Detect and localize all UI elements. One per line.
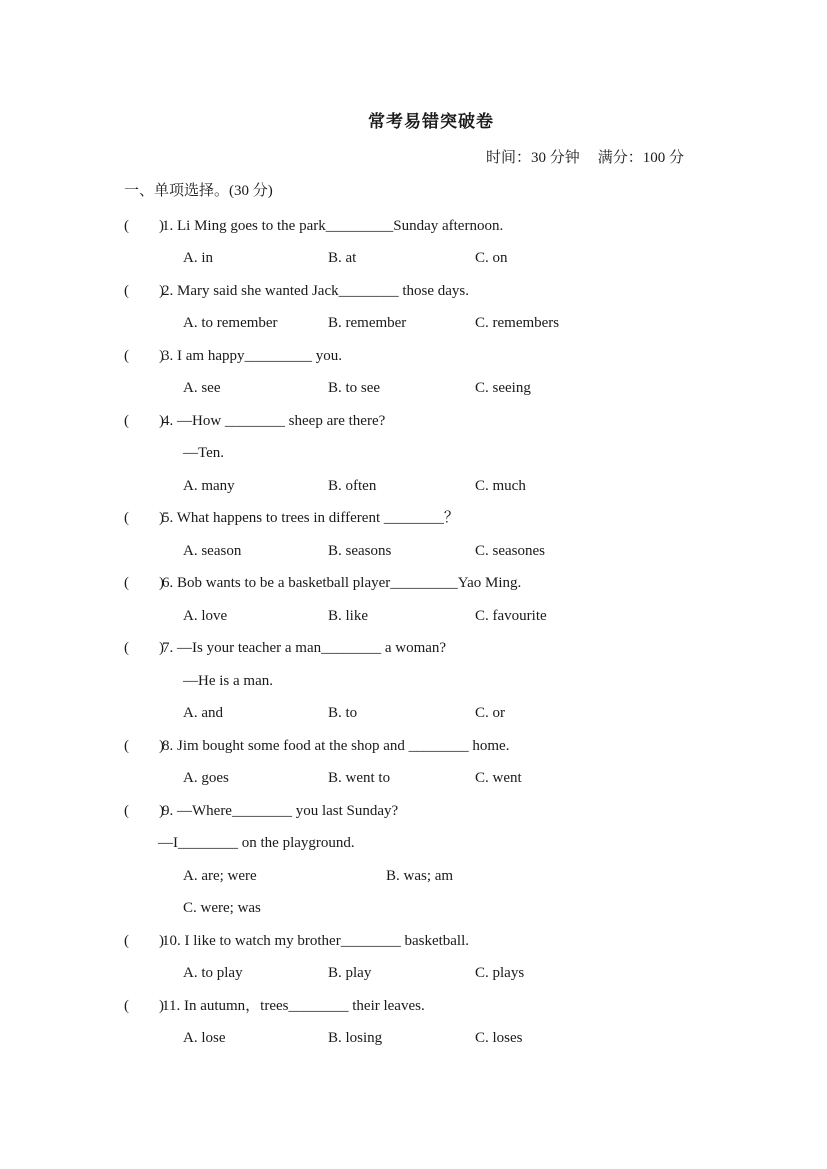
question-stem: 9. —Where________ you last Sunday? — [162, 803, 399, 819]
answer-blank[interactable]: ( ) — [124, 803, 164, 819]
option-c[interactable]: C. much — [475, 478, 526, 494]
option-a[interactable]: A. in — [183, 250, 213, 266]
question-stem: 5. What happens to trees in different ________？ — [162, 510, 459, 526]
page-title: 常考易错突破卷 — [368, 112, 494, 131]
option-c[interactable]: C. went — [475, 770, 522, 786]
question-stem: 4. —How ________ sheep are there? — [162, 413, 386, 429]
answer-blank[interactable]: ( ) — [124, 998, 164, 1014]
option-a[interactable]: A. and — [183, 705, 223, 721]
option-b[interactable]: B. was; am — [386, 868, 454, 884]
option-c[interactable]: C. seeing — [475, 380, 531, 396]
question-stem: 7. —Is your teacher a man________ a woman? — [162, 640, 447, 656]
option-b[interactable]: B. play — [328, 965, 372, 981]
question-stem: 2. Mary said she wanted Jack________ those days. — [162, 283, 470, 299]
option-c[interactable]: C. seasones — [475, 543, 545, 559]
option-b[interactable]: B. often — [328, 478, 377, 494]
section-heading: 一、单项选择。(30 分) — [124, 183, 273, 199]
answer-blank[interactable]: ( ) — [124, 218, 164, 234]
option-c[interactable]: C. or — [475, 705, 505, 721]
option-a[interactable]: A. love — [183, 608, 228, 624]
option-b[interactable]: B. seasons — [328, 543, 392, 559]
answer-blank[interactable]: ( ) — [124, 413, 164, 429]
option-b[interactable]: B. went to — [328, 770, 391, 786]
question-stem: 6. Bob wants to be a basketball player_________Yao Ming. — [162, 575, 522, 591]
option-c[interactable]: C. favourite — [475, 608, 547, 624]
dialogue-answer: —I________ on the playground. — [158, 835, 355, 851]
option-a[interactable]: A. lose — [183, 1030, 226, 1046]
answer-blank[interactable]: ( ) — [124, 510, 164, 526]
option-c[interactable]: C. on — [475, 250, 508, 266]
option-a[interactable]: A. season — [183, 543, 242, 559]
option-b[interactable]: B. at — [328, 250, 357, 266]
option-a[interactable]: A. see — [183, 380, 221, 396]
option-a[interactable]: A. to remember — [183, 315, 278, 331]
question-stem: 3. I am happy_________ you. — [162, 348, 342, 364]
answer-blank[interactable]: ( ) — [124, 738, 164, 754]
full-score: 满分：100 分 — [597, 150, 685, 166]
exam-meta — [486, 148, 684, 168]
answer-blank[interactable]: ( ) — [124, 575, 164, 591]
option-c[interactable]: C. loses — [475, 1030, 523, 1046]
option-a[interactable]: A. are; were — [183, 868, 257, 884]
option-c[interactable]: C. were; was — [183, 900, 261, 916]
option-b[interactable]: B. to — [328, 705, 358, 721]
question-stem: 8. Jim bought some food at the shop and ________ home. — [162, 738, 510, 754]
option-b[interactable]: B. losing — [328, 1030, 383, 1046]
answer-blank[interactable]: ( ) — [124, 640, 164, 656]
option-a[interactable]: A. many — [183, 478, 235, 494]
question-stem: 10. I like to watch my brother________ basketball. — [162, 933, 470, 949]
option-b[interactable]: B. remember — [328, 315, 407, 331]
option-a[interactable]: A. goes — [183, 770, 229, 786]
question-stem: 11. In autumn，trees________ their leaves. — [162, 998, 425, 1014]
option-a[interactable]: A. to play — [183, 965, 243, 981]
answer-blank[interactable]: ( ) — [124, 283, 164, 299]
option-c[interactable]: C. remembers — [475, 315, 560, 331]
option-c[interactable]: C. plays — [475, 965, 525, 981]
option-b[interactable]: B. to see — [328, 380, 381, 396]
answer-blank[interactable]: ( ) — [124, 348, 164, 364]
option-b[interactable]: B. like — [328, 608, 368, 624]
dialogue-answer: —Ten. — [183, 445, 225, 461]
dialogue-answer: —He is a man. — [183, 673, 273, 689]
time-limit: 时间：30 分钟 — [486, 150, 580, 166]
answer-blank[interactable]: ( ) — [124, 933, 164, 949]
question-stem: 1. Li Ming goes to the park_________Sunday afternoon. — [162, 218, 504, 234]
